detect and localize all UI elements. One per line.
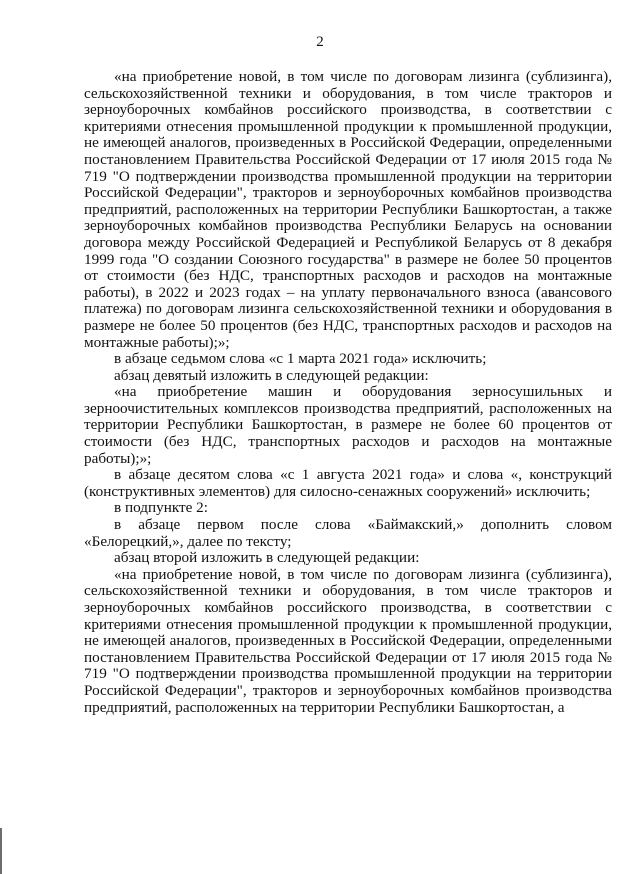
paragraph: «на приобретение новой, в том числе по договорам лизинга (сублизинга), сельскохозяйственной техники и оборудования, в том числе тракторов и зерноуборочных комбайнов российского производства, в соответствии с критериями отнесения промышленной продукции к промышленной продукции, не имеющей аналогов, произведенных в Российской Федерации, определенными постановлением Правительства Российской Федерации от 17 июля 2015 года № 719 "О подтверждении производства промышленной продукции на территории Российской Федерации", тракторов и зерноуборочных комбайнов производства предприятий, расположенных на территории Республики Башкортостан, а [84, 565, 612, 716]
paragraph: «на приобретение машин и оборудования зерносушильных и зерноочистительных комплексов производства предприятий, расположенных на территории Республики Башкортостан, в размере не более 60 процентов от стоимости (без НДС, транспортных расходов и расходов на монтажные работы);»; [84, 383, 612, 467]
document-body [84, 69, 612, 716]
page-number: 2 [316, 34, 324, 50]
paragraph: в абзаце десятом слова «с 1 августа 2021 года» и слова «, конструкций (конструктивных элементов) для силосно-сенажных сооружений» исключить; [84, 466, 612, 500]
paragraph: «на приобретение новой, в том числе по договорам лизинга (сублизинга), сельскохозяйственной техники и оборудования, в том числе тракторов и зерноуборочных комбайнов российского производства, в соответствии с критериями отнесения промышленной продукции к промышленной продукции, не имеющей аналогов, произведенных в Российской Федерации, определенными постановлением Правительства Российской Федерации от 17 июля 2015 года № 719 "О подтверждении производства промышленной продукции на территории Российской Федерации", тракторов и зерноуборочных комбайнов производства предприятий, расположенных на территории Республики Башкортостан, а также зерноуборочных комбайнов производства Республики Беларусь на основании договора между Российской Федерацией и Республикой Беларусь от 8 декабря 1999 года "О создании Союзного государства" в размере не более 50 процентов от стоимости (без НДС, транспортных расходов и расходов на монтажные работы), в 2022 и 2023 годах – на уплату первоначального взноса (авансового платежа) по договорам лизинга сельскохозяйственной техники и оборудования в размере не более 50 процентов (без НДС, транспортных расходов и расходов на монтажные работы);»; [84, 68, 612, 351]
paragraph: в подпункте 2: [114, 499, 208, 517]
paragraph: в абзаце первом после слова «Баймакский,» дополнить словом «Белорецкий,», далее по тексту; [84, 516, 612, 550]
paragraph: абзац девятый изложить в следующей редакции: [114, 366, 429, 384]
paragraph: абзац второй изложить в следующей редакции: [114, 549, 420, 567]
paragraph: в абзаце седьмом слова «с 1 марта 2021 года» исключить; [114, 350, 487, 368]
scan-edge-mark [0, 828, 2, 874]
